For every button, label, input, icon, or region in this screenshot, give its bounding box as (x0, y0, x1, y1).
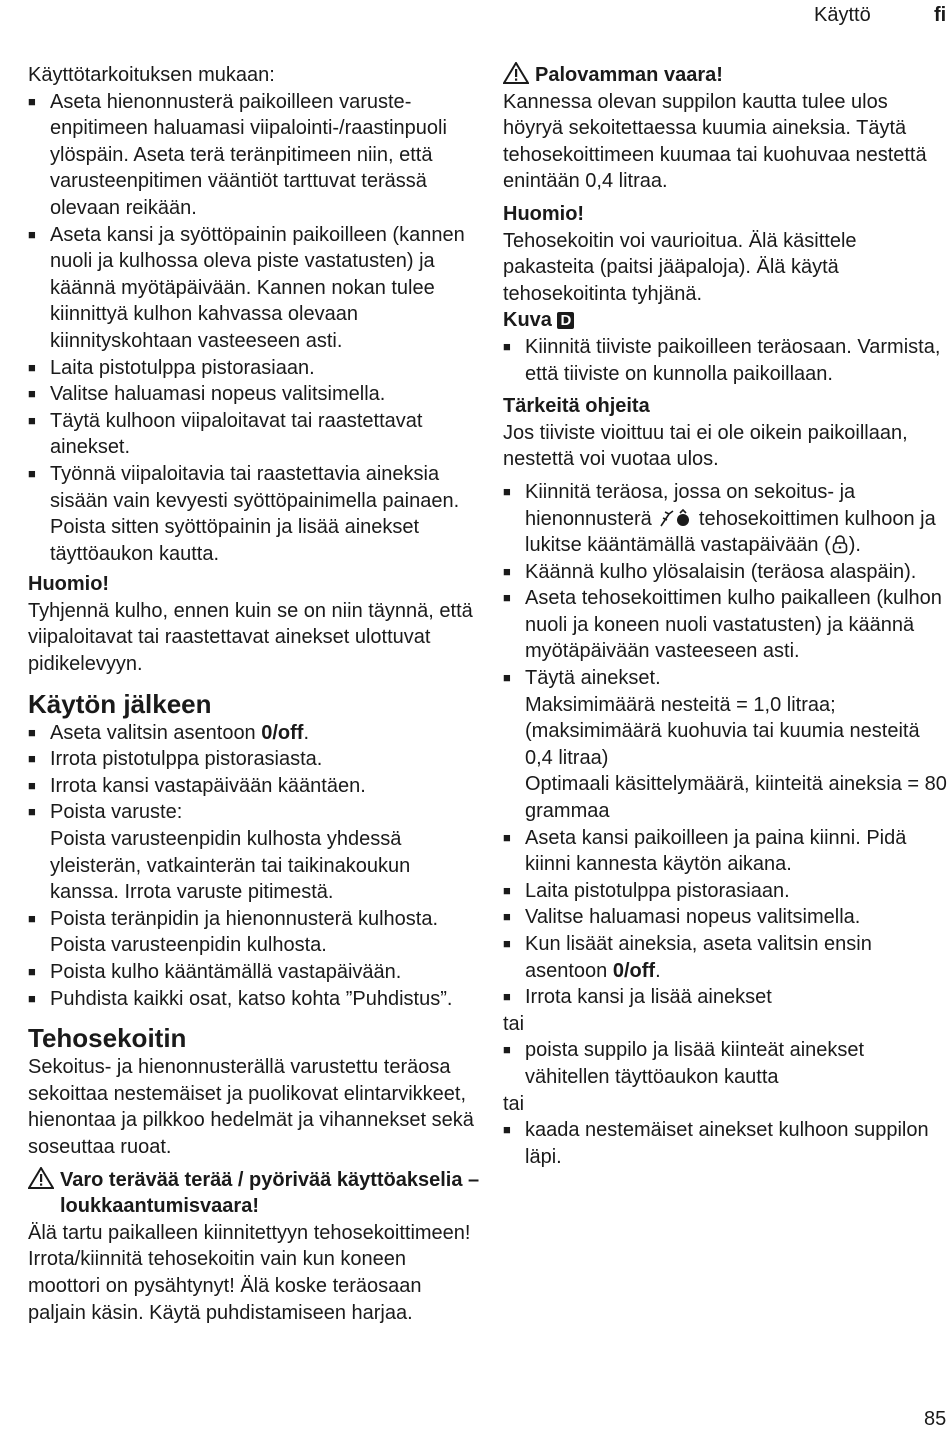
blade-warning (28, 1167, 480, 1220)
list-item: ■ Irrota kansi ja lisää ainekset (503, 984, 950, 1011)
figure-letter-badge: D (557, 312, 574, 329)
list-item: ■ poista suppilo ja lisää kiinteät ainekset vähitellen täyttöaukon kautta (503, 1039, 865, 1088)
list-item-sub: Poista varusteenpidin kulhosta yhdessä yleisterän, vatkainterän tai taikinakoukun kanssa. Irrota varuste pitimestä. (50, 828, 411, 904)
list-item: ■ Aseta valitsin asentoon 0/off. (28, 720, 480, 747)
note-title: Huomio! (503, 202, 585, 225)
bullet-icon: ■ (28, 724, 36, 740)
list-item: ■ Laita pistotulppa pistorasiaan. (503, 878, 950, 905)
list-item: ■ Kiinnitä tiiviste paikoilleen teräosaan. Varmista, että tiiviste on kunnolla paikoillaan. (503, 335, 941, 385)
blade-symbol-icon (657, 508, 693, 528)
blender-steps-list (503, 479, 950, 1170)
intro-text: Käyttötarkoituksen mukaan: (28, 64, 275, 86)
bullet-icon: ■ (28, 777, 36, 793)
list-item: ■ Laita pistotulppa pistorasiaan. (28, 355, 480, 382)
bullet-icon: ■ (28, 386, 36, 402)
bullet-icon: ■ (503, 1122, 511, 1138)
bullet-icon: ■ (503, 338, 511, 354)
list-item-sub: Optimaali käsittelymäärä, kiinteitä aineksia = 80 grammaa (525, 773, 947, 823)
list-item: ■ Kun lisäät aineksia, aseta valitsin ensin asentoon 0/off. (503, 933, 872, 982)
warning-icon (28, 1167, 60, 1194)
after-use-heading: Käytön jälkeen (28, 688, 212, 719)
list-item: ■ Täytä ainekset. (503, 665, 950, 692)
warning-title: Varo terävää terää / pyörivää käyttöakselia – loukkaantumisvaara! (60, 1168, 480, 1218)
warning-text: Älä tartu paikalleen kiinnitettyyn tehosekoittimeen! Irrota/kiinnitä tehosekoitin vain kun koneen moottori on pysähtynyt! Älä koske teräosaan paljain käsin. Käytä puhdistamiseen harjaa. (28, 1221, 471, 1324)
left-column (28, 62, 480, 1326)
list-item: ■ Aseta kansi paikoilleen ja paina kiinni. Pidä kiinni kannesta käytön aikana. (503, 826, 907, 876)
blender-heading: Tehosekoitin (28, 1023, 187, 1054)
note-text: Tyhjennä kulho, ennen kuin se on niin täynnä, että viipaloitavat tai raastettavat ainekset ulottuvat pidikelevyyn. (28, 599, 473, 676)
bullet-icon: ■ (28, 359, 36, 375)
list-item: ■ Poista varuste: (28, 799, 480, 826)
list-item: ■ Valitse haluamasi nopeus valitsimella. (503, 904, 950, 931)
padlock-icon (831, 534, 849, 554)
list-item: ■ Täytä kulhoon viipaloitavat tai raastettavat ainekset. (28, 409, 423, 459)
list-item: ■ Työnnä viipaloitavia tai raastettavia aineksia sisään vain kevyesti syöttöpainimella painaen. Poista sitten syöttöpainin ja lisää ainekset täyttöaukon kautta. (28, 462, 460, 565)
list-item: ■ Käännä kulho ylösalaisin (teräosa alaspäin). (503, 559, 950, 586)
section-title: Käyttö (814, 4, 871, 26)
or-text: tai (503, 1092, 525, 1115)
figure-reference: Kuva D (503, 307, 950, 334)
list-item: ■ Aseta kansi ja syöttöpainin paikoilleen (kannen nuoli ja kulhossa oleva piste vastatusten) ja käännä myötäpäivään. Kannen nokan tulee kiinnittyä kulhon kahvassa olevaan kiinnityskohtaan vasteeseen asti. (28, 223, 465, 352)
bullet-icon: ■ (503, 829, 511, 845)
after-use-list (28, 720, 480, 1013)
page-number: 85 (924, 1408, 947, 1430)
usage-list (28, 89, 480, 568)
bullet-icon: ■ (503, 563, 511, 579)
bullet-icon: ■ (503, 670, 511, 686)
bullet-icon: ■ (28, 226, 36, 242)
bullet-icon: ■ (503, 483, 511, 499)
blender-text: Sekoitus- ja hienonnusterällä varustettu teräosa sekoittaa nestemäiset ja puolikovat elintarvikkeet, hienontaa ja pilkkoo hedelmät ja vihannekset sekä soseuttaa ruoat. (28, 1056, 474, 1158)
bullet-icon: ■ (503, 590, 511, 606)
bullet-icon: ■ (28, 990, 36, 1006)
burn-warning (503, 62, 950, 89)
bullet-icon: ■ (28, 964, 36, 979)
bullet-icon: ■ (503, 936, 511, 951)
bullet-icon: ■ (503, 1042, 511, 1058)
bullet-icon: ■ (28, 804, 36, 820)
tips-title: Tärkeitä ohjeita (503, 395, 650, 418)
language-code: fi (934, 4, 947, 26)
page-header (0, 4, 950, 30)
burn-text: Kannessa olevan suppilon kautta tulee ulos höyryä sekoitettaessa kuumia aineksia. Täytä tehosekoittimeen kuumaa tai kuohuvaa nestettä enintään 0,4 litraa. (503, 90, 927, 193)
bullet-icon: ■ (28, 751, 36, 767)
list-item: ■ Poista kulho kääntämällä vastapäivään. (28, 959, 480, 986)
warning-title: Palovamman vaara! (535, 64, 723, 86)
list-item: ■ Aseta tehosekoittimen kulho paikalleen (kulhon nuoli ja koneen nuoli vastatusten) ja käännä myötäpäivään vasteeseen asti. (503, 587, 942, 663)
list-item: ■ kaada nestemäiset ainekset kulhoon suppilon läpi. (503, 1119, 929, 1168)
bullet-icon: ■ (503, 909, 511, 925)
bullet-icon: ■ (28, 93, 36, 109)
tips-text: Jos tiiviste vioittuu tai ei ole oikein paikoillaan, nestettä voi vuotaa ulos. (503, 421, 908, 471)
right-column (503, 62, 950, 1170)
bullet-icon: ■ (28, 465, 36, 481)
list-item-sub: Maksimimäärä nesteitä = 1,0 litraa; (maksimimäärä kuohuvia tai kuumia nesteitä 0,4 litraa) (525, 693, 920, 769)
bullet-icon: ■ (503, 882, 511, 898)
warning-icon (503, 62, 535, 89)
note-title: Huomio! (28, 573, 110, 596)
note-text: Tehosekoitin voi vaurioitua. Älä käsittele pakasteita (paitsi jääpaloja). Älä käytä tehosekoitinta tyhjänä. (503, 229, 857, 305)
bullet-icon: ■ (28, 412, 36, 428)
list-item: ■ Aseta hienonnusterä paikoilleen varusteenpitimeen haluamasi viipalointi-/raastinpuoli ylöspäin. Aseta terä teränpitimeen niin, että varusteenpitimen vääntiöt tarttuvat terässä olevaan reikään. (28, 90, 447, 219)
list-item: ■ Irrota kansi vastapäivään kääntäen. (28, 773, 480, 800)
list-item: ■ Poista teränpidin ja hienonnusterä kulhosta. Poista varusteenpidin kulhosta. (28, 907, 439, 957)
list-item: ■ Irrota pistotulppa pistorasiasta. (28, 746, 480, 773)
bullet-icon: ■ (28, 910, 36, 926)
list-item: ■ Puhdista kaikki osat, katso kohta ”Puhdistus”. (28, 986, 480, 1013)
list-item: ■ Kiinnitä teräosa, jossa on sekoitus- ja hienonnusterä tehosekoittimen kulhoon ja lukitse kääntämällä vastapäivään ( ). (503, 480, 936, 557)
or-text: tai (503, 1012, 525, 1035)
bullet-icon: ■ (503, 989, 511, 1005)
list-item: ■ Valitse haluamasi nopeus valitsimella. (28, 381, 480, 408)
